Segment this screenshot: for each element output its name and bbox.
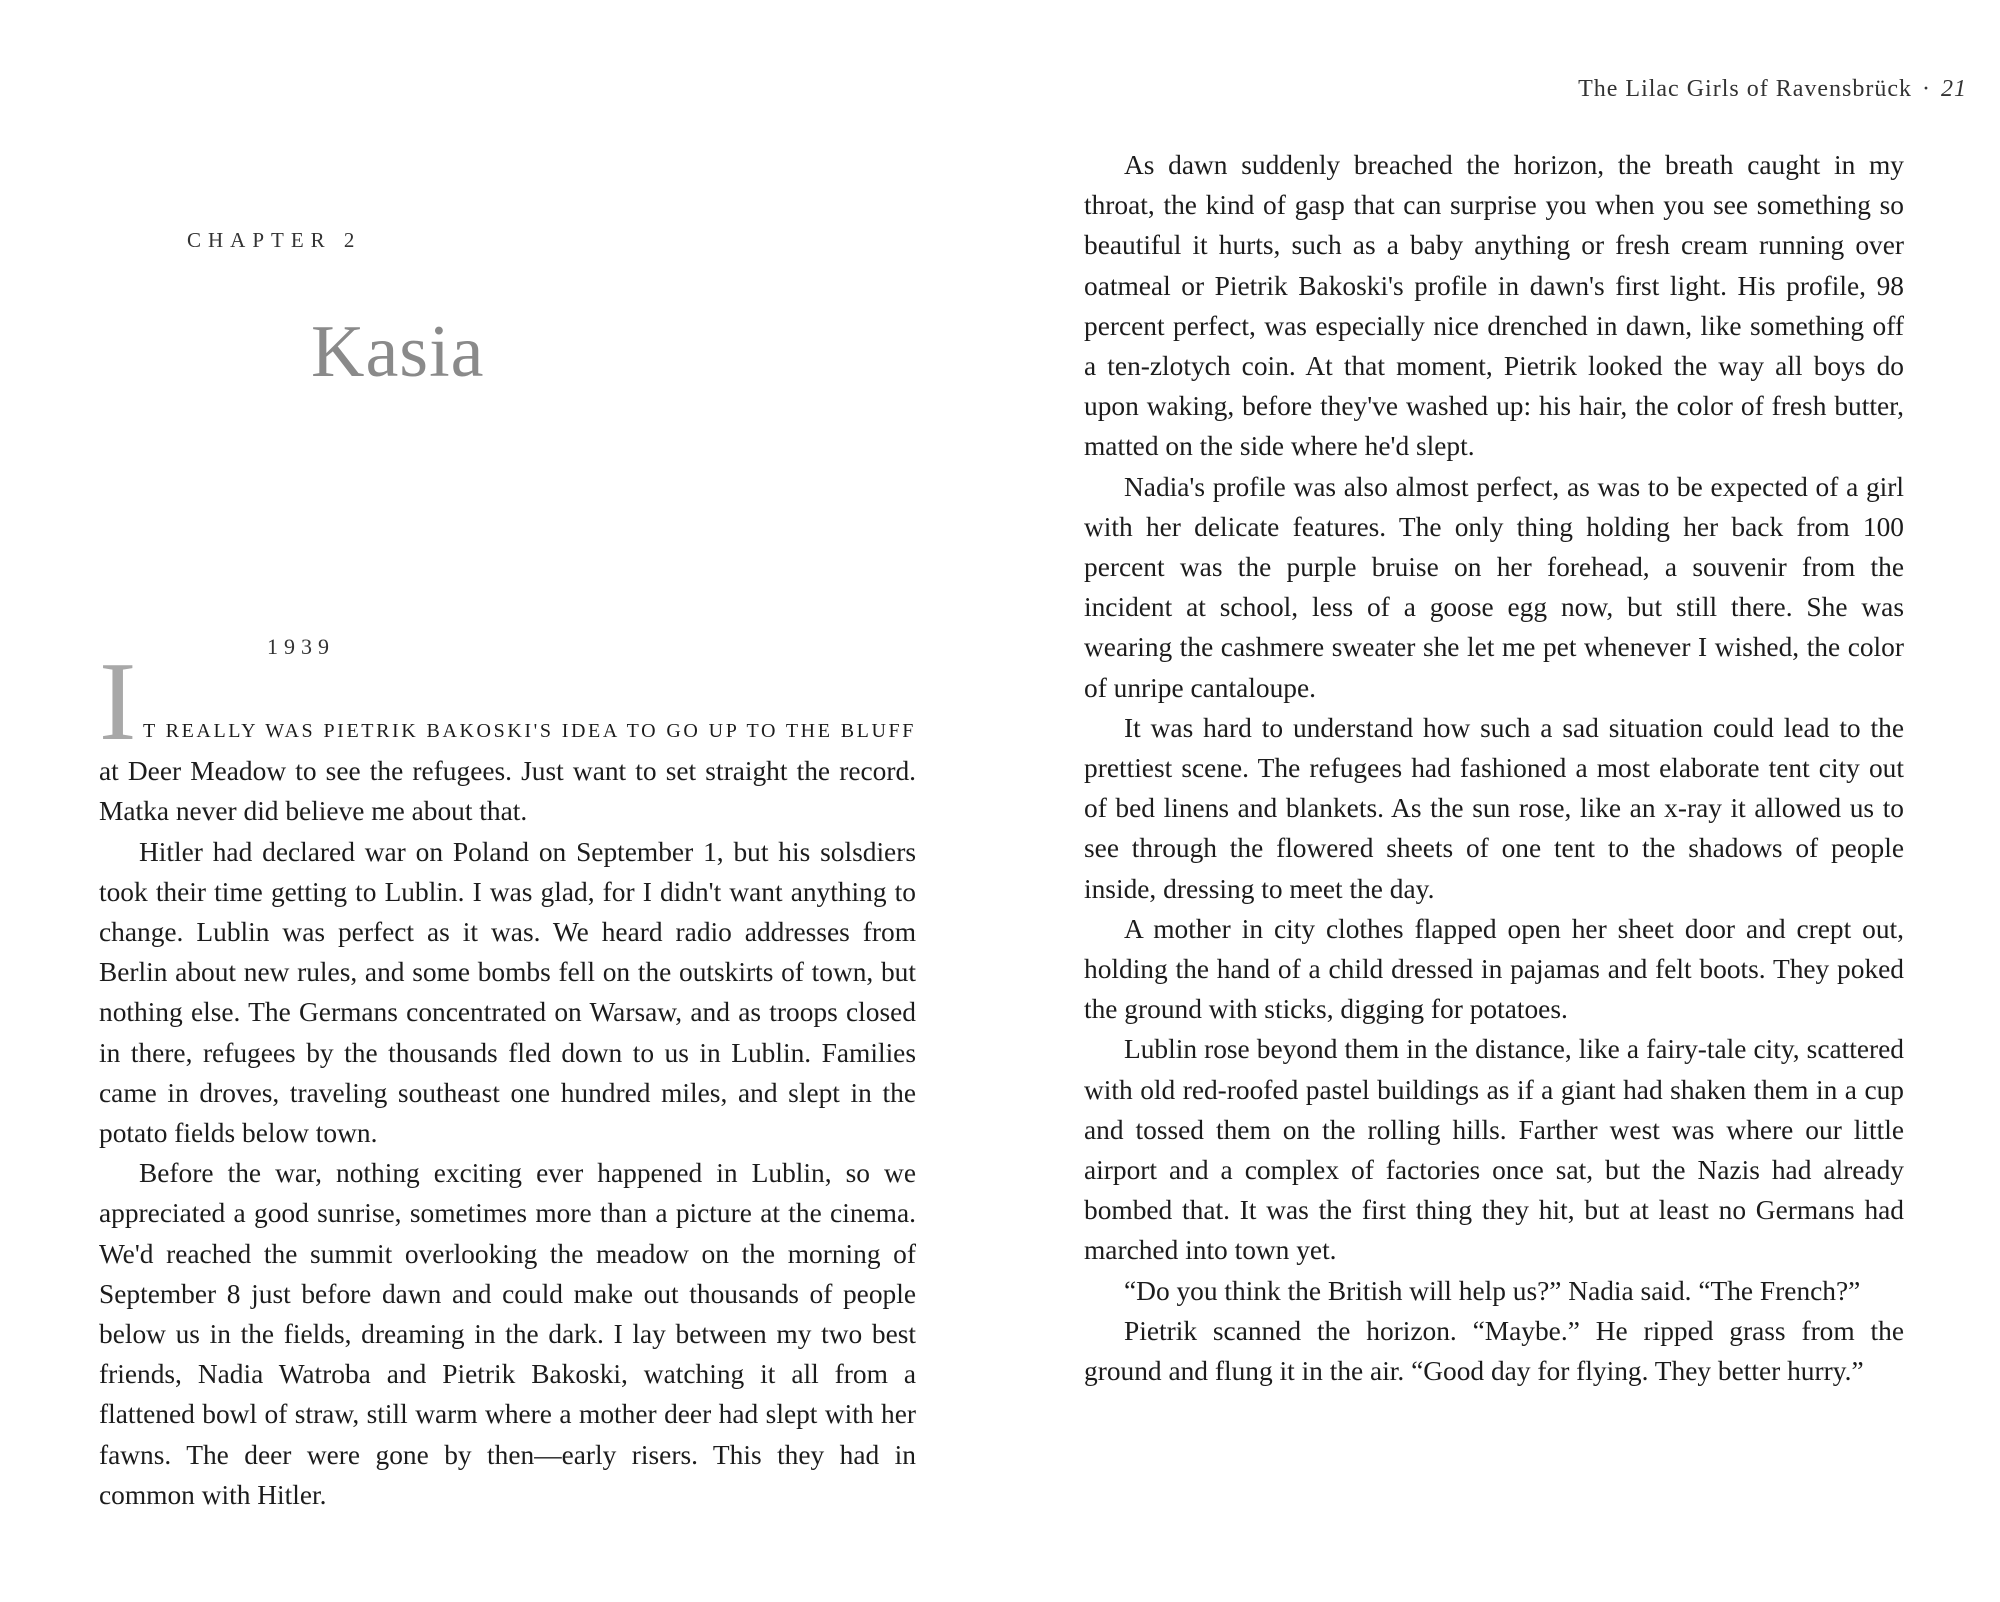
chapter-label: CHAPTER 2: [187, 228, 362, 252]
running-head-title: The Lilac Girls of Ravensbrück: [1578, 76, 1912, 102]
paragraph: Hitler had declared war on Poland on September 1, but his solsdiers took their time getting to Lublin. I was glad, for I didn't want anything to change. Lublin was perfect as it was. We heard radio addresses from Berlin about new rules, and some bombs fell on the outskirts of town, but nothing else. The Germans concentrated on Warsaw, and as troops closed in there, refugees by the thousands fled down to us in Lublin. Families came in droves, traveling southeast one hundred miles, and slept in the potato fields below town.: [99, 836, 916, 1149]
left-page: [0, 0, 990, 1602]
paragraph: As dawn suddenly breached the horizon, the breath caught in my throat, the kind of gasp that can surprise you when you see something so beautiful it hurts, such as a baby anything or fresh cream running over oatmeal or Pietrik Bakoski's profile in dawn's first light. His profile, 98 percent perfect, was especially nice drenched in dawn, like something off a ten-zlotych coin. At that moment, Pietrik looked the way all boys do upon waking, before they've washed up: his hair, the color of fresh butter, matted on the side where he'd slept.: [1084, 150, 1904, 462]
paragraph: Pietrik scanned the horizon. “Maybe.” He ripped grass from the ground and flung it in the air. “Good day for flying. They better hurry.”: [1084, 1315, 1904, 1387]
paragraph: “Do you think the British will help us?” Nadia said. “The French?”: [1124, 1275, 1861, 1306]
drop-cap: I: [99, 640, 139, 764]
paragraph: Lublin rose beyond them in the distance, like a fairy-tale city, scattered with old red-roofed pastel buildings as if a giant had shaken them in a cup and tossed them on the rolling hills. Farther west was where our little airport and a complex of factories once sat, but the Nazis had already bombed that. It was the first thing they hit, but at least no Germans had marched into town yet.: [1084, 1034, 1904, 1266]
right-body-text: [1084, 145, 1904, 1391]
section-year: 1939: [267, 634, 335, 659]
paragraph: at Deer Meadow to see the refugees. Just want to set straight the record. Matka never did believe me about that.: [99, 756, 916, 827]
running-head: [1578, 76, 1967, 103]
right-page: [1010, 0, 2000, 1602]
paragraph: Before the war, nothing exciting ever happened in Lublin, so we appreciated a good sunrise, sometimes more than a picture at the cinema. We'd reached the summit overlooking the meadow on the morning of September 8 just before dawn and could make out thousands of people below us in the fields, dreaming in the dark. I lay between my two best friends, Nadia Watroba and Pietrik Bakoski, watching it all from a flattened bowl of straw, still warm where a mother deer had slept with her fawns. The deer were gone by then—early risers. This they had in common with Hitler.: [99, 1158, 916, 1510]
running-head-separator: ·: [1922, 76, 1931, 102]
chapter-title: Kasia: [311, 311, 485, 393]
paragraph: It was hard to understand how such a sad situation could lead to the prettiest scene. The refugees had fashioned a most elaborate tent city out of bed linens and blankets. As the sun rose, like an x-ray it allowed us to see through the flowered sheets of one tent to the shadows of people inside, dressing to meet the day.: [1084, 712, 1904, 904]
paragraph: A mother in city clothes flapped open her sheet door and crept out, holding the hand of a child dressed in pajamas and felt boots. They poked the ground with sticks, digging for potatoes.: [1084, 913, 1904, 1025]
page-number: 21: [1941, 76, 1967, 102]
paragraph: Nadia's profile was also almost perfect, as was to be expected of a girl with her delicate features. The only thing holding her back from 100 percent was the purple bruise on her forehead, a souvenir from the incident at school, less of a goose egg now, but still there. She was wearing the cashmere sweater she let me pet whenever I wished, the color of unripe cantaloupe.: [1084, 471, 1904, 703]
opening-smallcaps: T REALLY WAS PIETRIK BAKOSKI'S IDEA TO GO UP TO THE BLUFF: [143, 720, 916, 742]
